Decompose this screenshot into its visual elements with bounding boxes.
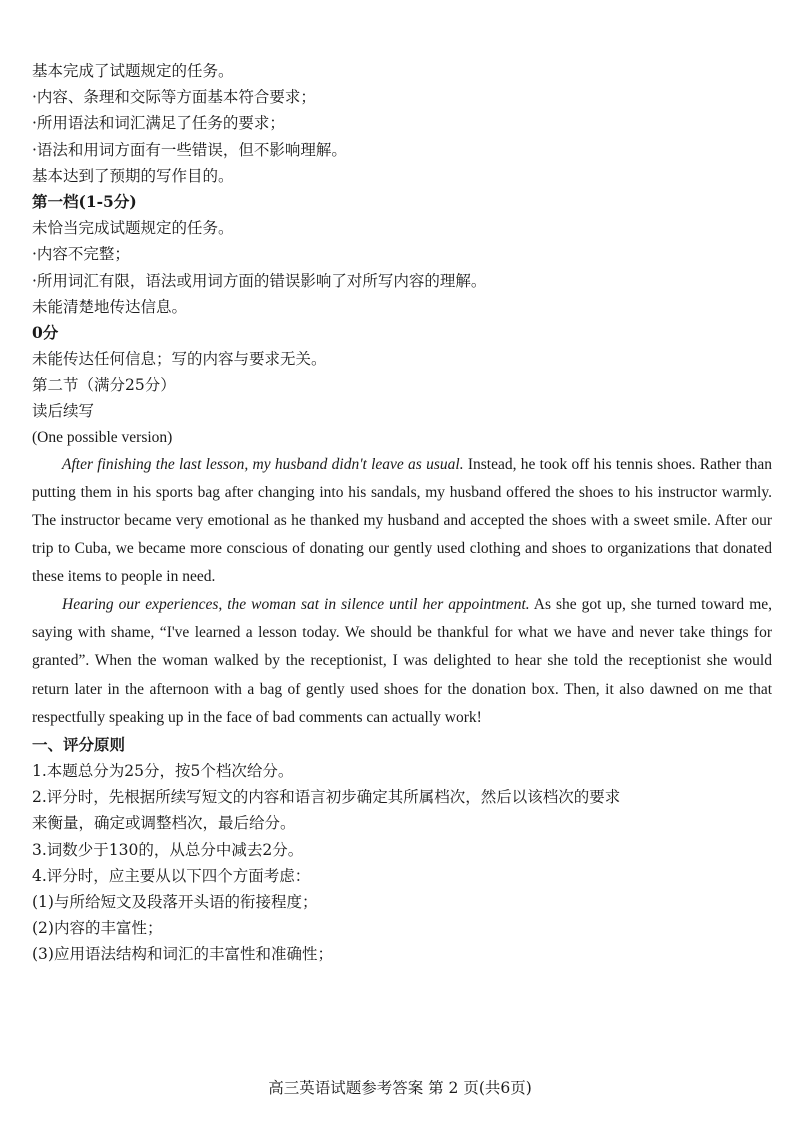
text-line: 未恰当完成试题规定的任务。 [32, 219, 234, 238]
paragraph-body: As she got up, she turned toward me, saying with shame, “I've learned a lesson today. We should be thankful for what we have and never take things for granted”. When the woman walked by the receptionist, I was delighted to hear she told the receptionist she would return later in the afternoon with a bag of gently used shoes for the donation box. Then, it also dawned on me that respectfully speaking up in the face of bad comments can actually work! [32, 596, 772, 726]
text-line: 2.评分时，先根据所续写短文的内容和语言初步确定其所属档次，然后以该档次的要求 [32, 788, 621, 807]
text-line: 3.词数少于130的，从总分中减去2分。 [32, 840, 304, 859]
tier1-heading: 第一档(1-5分) [32, 191, 137, 211]
text-line: (2)内容的丰富性； [32, 919, 163, 938]
essay-paragraph-1 [32, 451, 772, 591]
text-line: 来衡量，确定或调整档次，最后给分。 [32, 814, 296, 833]
document-page [32, 58, 772, 967]
section2-subtitle: 读后续写 [32, 402, 95, 421]
bullet-line: ·所用语法和词汇满足了任务的要求； [32, 114, 285, 133]
paragraph-body: Instead, he took off his tennis shoes. Rather than putting them in his sports bag after changing into his sandals, my husband offered the shoes to his instructor warmly. The instructor became very emotional as he thanked my husband and accepted the shoes with a sweet smile. After our trip to Cuba, we became more conscious of donating our gently used clothing and shoes to organizations that donated these items to people in need. [32, 455, 773, 586]
scoring-principles [32, 732, 772, 968]
paragraph-lead: After finishing the last lesson, my husband didn't leave as usual. [62, 455, 464, 473]
tier1-block [32, 189, 772, 320]
essay-paragraph-2 [32, 591, 772, 731]
text-line: 基本完成了试题规定的任务。 [32, 62, 234, 80]
section2-header [32, 372, 772, 451]
text-line: 未能清楚地传达信息。 [32, 297, 188, 316]
principles-heading: 一、评分原则 [32, 734, 126, 754]
text-line: (1)与所给短文及段落开头语的衔接程度； [32, 892, 318, 911]
bullet-line: ·内容不完整； [32, 245, 130, 264]
page-footer: 高三英语试题参考答案 第 2 页(共6页) [268, 1079, 532, 1097]
tier0-heading: 0分 [32, 322, 59, 342]
text-line: 基本达到了预期的写作目的。 [32, 166, 234, 185]
version-note: (One possible version) [32, 428, 173, 446]
paragraph-lead: Hearing our experiences, the woman sat in silence until her appointment. [62, 596, 530, 614]
text-line: 未能传达任何信息；写的内容与要求无关。 [32, 350, 327, 369]
bullet-line: ·所用词汇有限，语法或用词方面的错误影响了对所写内容的理解。 [32, 271, 487, 290]
bullet-line: ·语法和用词方面有一些错误，但不影响理解。 [32, 140, 347, 159]
tier0-block [32, 320, 772, 372]
tier2-description [32, 58, 772, 189]
text-line: 1.本题总分为25分，按5个档次给分。 [32, 761, 294, 780]
section2-title: 第二节（满分25分） [32, 376, 176, 395]
bullet-line: ·内容、条理和交际等方面基本符合要求； [32, 88, 316, 107]
text-line: 4.评分时，应主要从以下四个方面考虑： [32, 866, 311, 885]
text-line: (3)应用语法结构和词汇的丰富性和准确性； [32, 945, 333, 964]
